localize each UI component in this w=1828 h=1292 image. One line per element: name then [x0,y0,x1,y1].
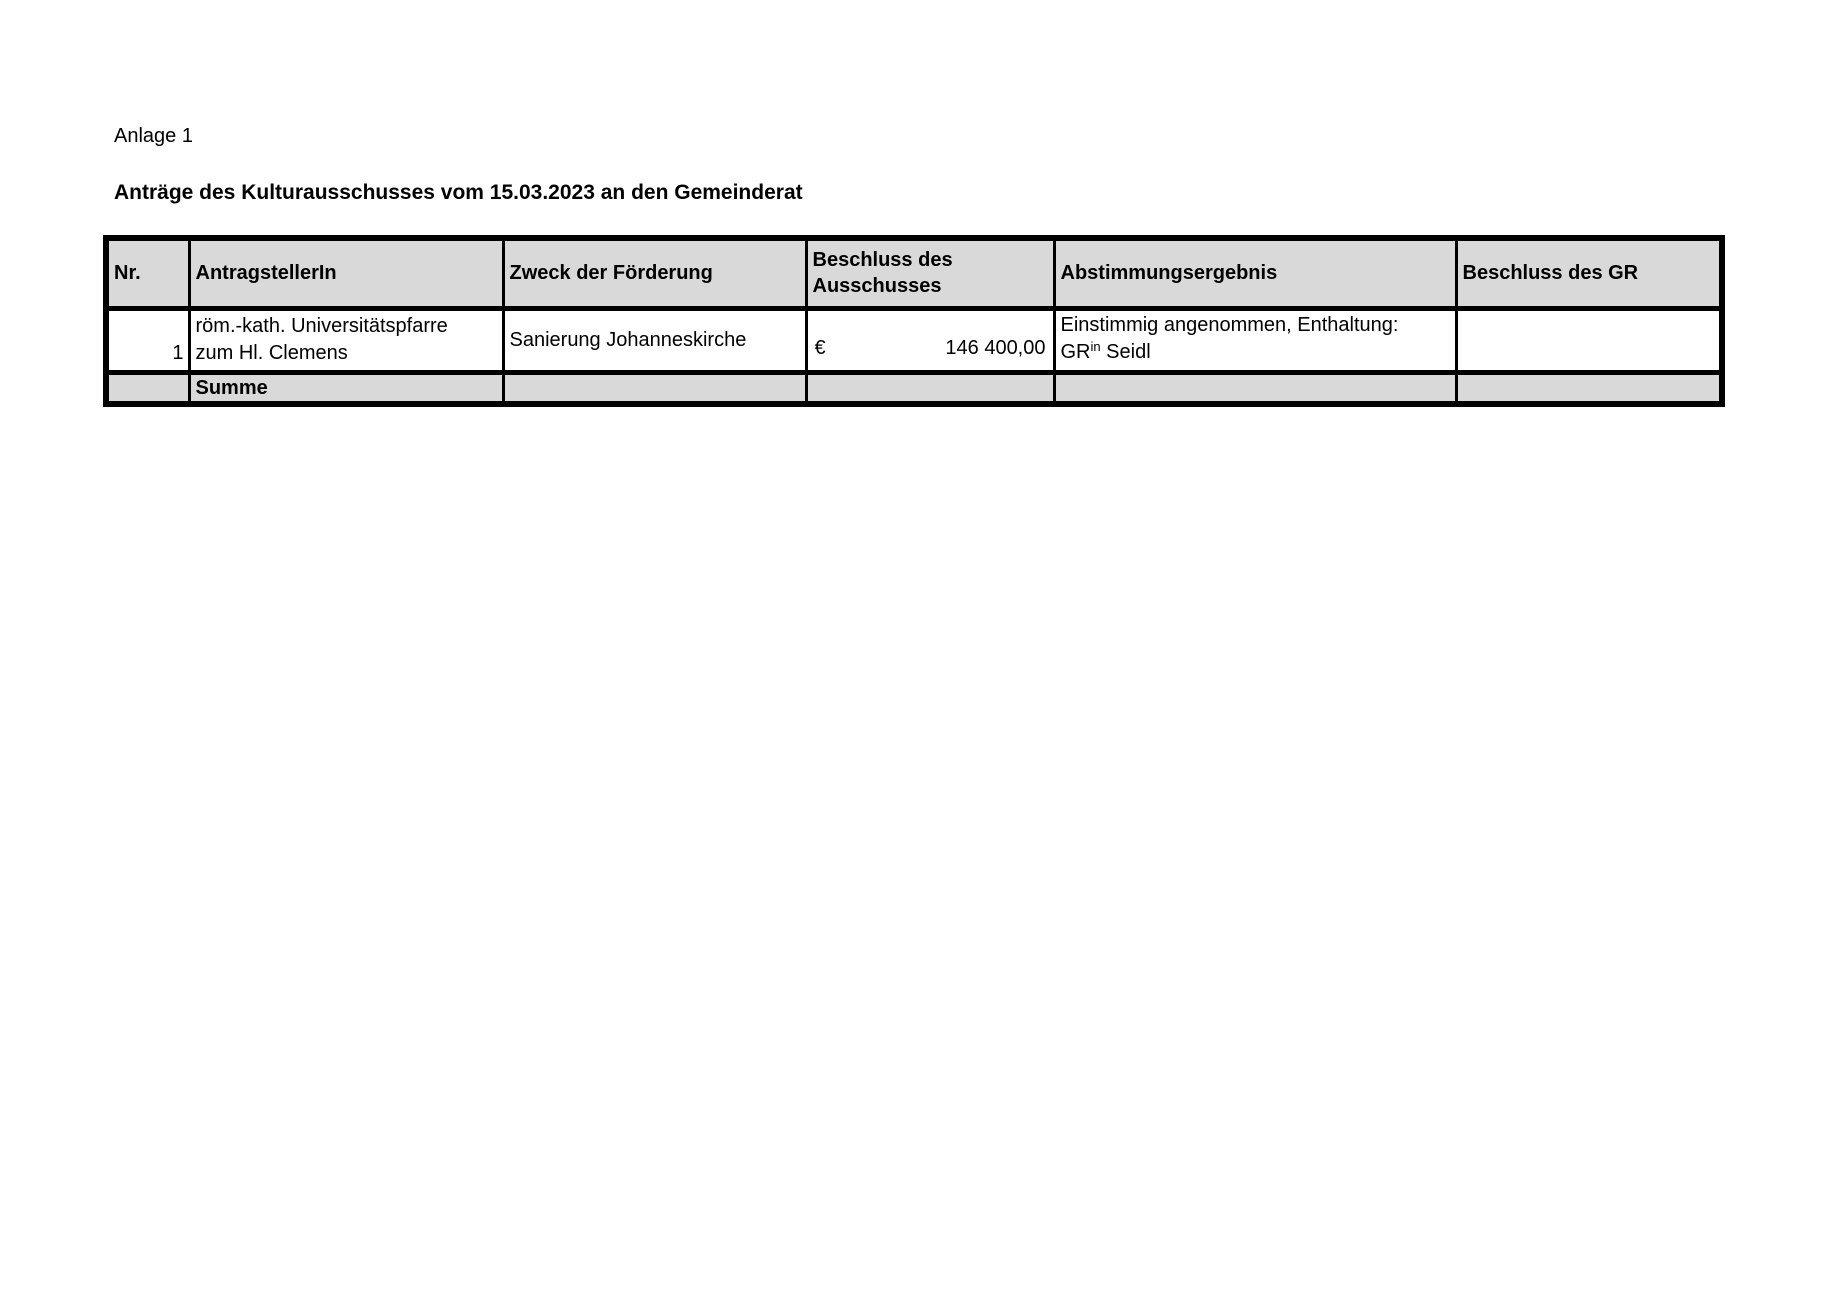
cell-beschluss-gr-empty [1456,308,1722,372]
cell-nr: 1 [106,308,189,372]
cell-antragsteller [189,308,503,372]
table-header-row [106,238,1722,308]
summary-label: Summe [189,372,503,404]
amount-value: 146 400,00 [945,336,1046,359]
summary-cell-abstimmung-empty [1054,372,1456,404]
summary-cell-gr-empty [1456,372,1722,404]
cell-zweck: Sanierung Johanneskirche [503,308,806,372]
summary-cell-zweck-empty [503,372,806,404]
antragsteller-line-1: röm.-kath. Universitätspfarre [195,314,448,337]
gr-suffix: Seidl [1100,340,1151,363]
annotation-label: Anlage 1 [114,125,193,147]
gr-superscript: in [1090,338,1101,354]
amount-line [808,335,1053,370]
gr-prefix: GR [1060,340,1091,363]
table-row [106,308,1722,372]
currency-symbol: € [814,336,826,359]
header-antragsteller: AntragstellerIn [189,238,503,308]
summary-row [106,372,1722,404]
document-title: Anträge des Kulturausschusses vom 15.03.2023 an den Gemeinderat [114,181,803,204]
header-nr: Nr. [106,238,189,308]
header-beschluss-gr: Beschluss des GR [1456,238,1722,308]
summary-cell-beschluss-empty [806,372,1054,404]
grant-table [103,235,1725,407]
cell-abstimmungsergebnis [1054,308,1456,372]
antragsteller-line-2: zum Hl. Clemens [195,341,348,364]
abstimmung-line-2 [1061,339,1451,367]
abstimmung-line-1: Einstimmig angenommen, Enthaltung: [1060,313,1399,336]
summary-cell-nr-empty [106,372,189,404]
cell-beschluss-ausschuss [806,308,1054,372]
header-abstimmungsergebnis: Abstimmungsergebnis [1054,238,1456,308]
header-beschluss-ausschuss: Beschluss des Ausschusses [806,238,1054,308]
header-zweck: Zweck der Förderung [503,238,806,308]
